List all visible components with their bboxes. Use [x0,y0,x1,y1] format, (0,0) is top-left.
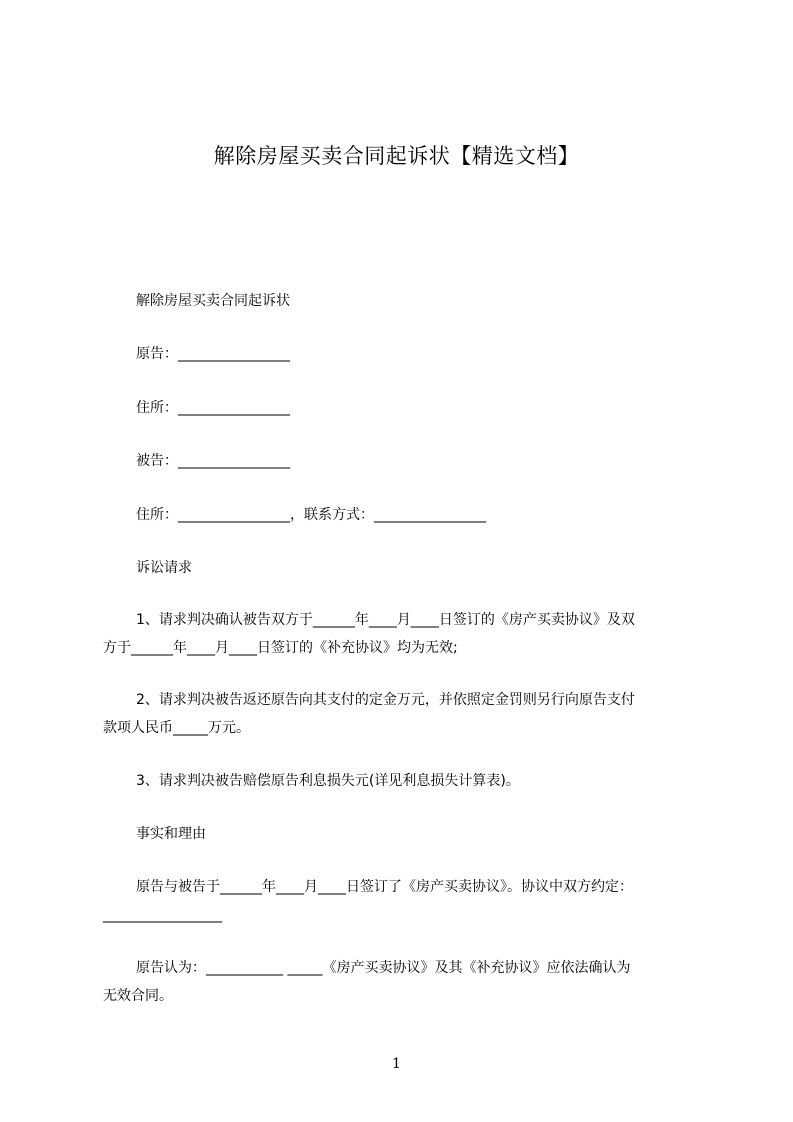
claim-2-line-2: 款项人民币_____万元。 [103,720,250,736]
claims-heading: 诉讼请求 [136,560,192,576]
document-title: 解除房屋买卖合同起诉状【精选文档】 [213,144,580,168]
plaintiff-line: 原告：________________ [136,346,290,362]
claim-1-line-2: 方于______年____月____日签订的《补充协议》均为无效; [103,640,458,656]
facts-paragraph-1-line-2: _________________ [103,907,222,923]
defendant-address-line: 住所：________________，联系方式：________________ [136,507,486,523]
defendant-line: 被告：________________ [136,453,290,469]
document-subtitle: 解除房屋买卖合同起诉状 [136,293,290,309]
facts-heading: 事实和理由 [136,826,206,842]
claim-1-line-1: 1、请求判决确认被告双方于______年____月____日签订的《房产买卖协议》及双 [136,612,635,628]
plaintiff-address-line: 住所：________________ [136,400,290,416]
facts-paragraph-2-line-2: 无效合同。 [103,988,173,1004]
facts-paragraph-2-line-1: 原告认为：___________ _____《房产买卖协议》及其《补充协议》应依法确认为 [136,960,631,976]
facts-paragraph-1-line-1: 原告与被告于______年____月____日签订了《房产买卖协议》。协议中双方约定： [136,879,633,895]
page-number: 1 [392,1056,401,1072]
claim-3-line: 3、请求判决被告赔偿原告利息损失元(详见利息损失计算表)。 [136,773,520,789]
claim-2-line-1: 2、请求判决被告返还原告向其支付的定金万元，并依照定金罚则另行向原告支付 [136,692,635,708]
